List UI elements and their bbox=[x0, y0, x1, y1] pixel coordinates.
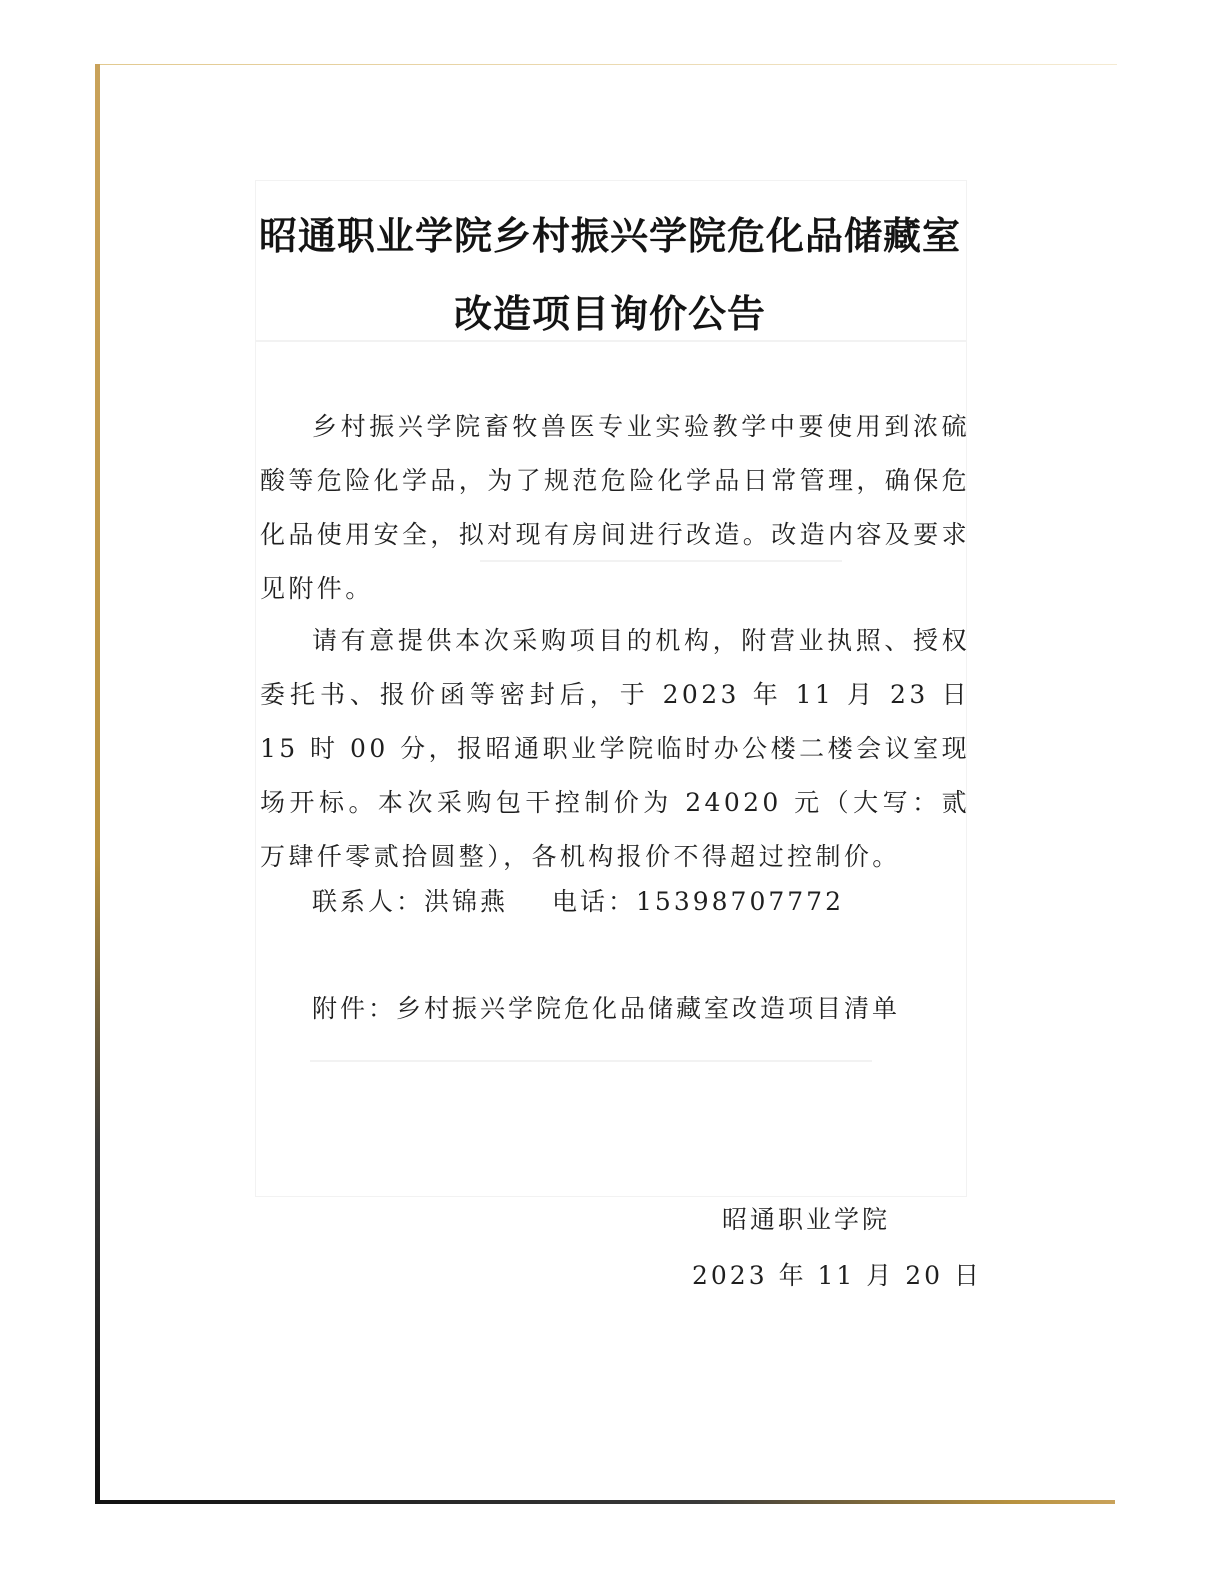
body-paragraph-submission: 请有意提供本次采购项目的机构，附营业执照、授权委托书、报价函等密封后，于 2023 年 11 月 23 日 15 时 00 分，报昭通职业学院临时办公楼二楼会议室现场开标。本次采购包干控制价为 24020 元（大写：贰万肆仟零贰拾圆整），各机构报价不得超过控制价。 bbox=[260, 626, 970, 871]
document-title-line-2: 改造项目询价公告 bbox=[453, 291, 766, 336]
issuer-name: 昭通职业学院 bbox=[722, 1205, 891, 1234]
body-paragraph-purpose: 乡村振兴学院畜牧兽医专业实验教学中要使用到浓硫酸等危险化学品，为了规范危险化学品日常管理，确保危化品使用安全，拟对现有房间进行改造。改造内容及要求见附件。 bbox=[260, 412, 971, 603]
contact-person: 联系人：洪锦燕 bbox=[312, 887, 509, 916]
attachment-note: 附件：乡村振兴学院危化品储藏室改造项目清单 bbox=[312, 994, 901, 1023]
contact-phone: 电话：15398707772 bbox=[552, 887, 844, 916]
paper-bottom-edge bbox=[95, 1500, 1115, 1504]
bleed-through-line bbox=[255, 340, 967, 342]
document-title-line-1: 昭通职业学院乡村振兴学院危化品储藏室 bbox=[258, 213, 961, 258]
paper-left-edge bbox=[95, 64, 100, 1504]
bleed-through-line bbox=[310, 1060, 872, 1062]
issue-date: 2023 年 11 月 20 日 bbox=[692, 1261, 982, 1290]
paper-top-edge bbox=[97, 64, 1117, 65]
contact-line bbox=[312, 880, 844, 924]
